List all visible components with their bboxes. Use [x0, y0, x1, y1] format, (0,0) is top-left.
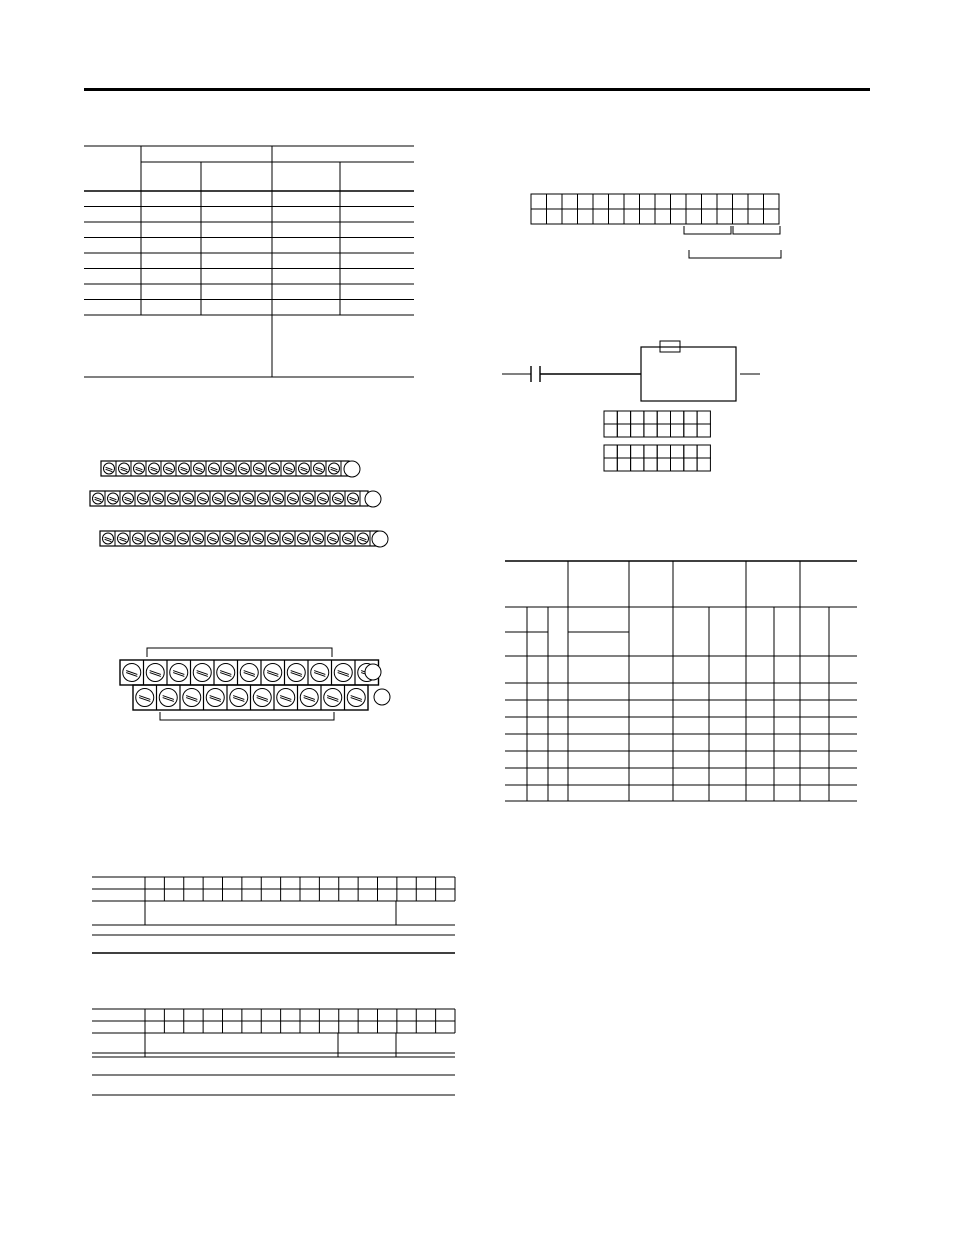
screw-icon: [240, 664, 258, 682]
screw-icon: [283, 533, 294, 544]
label-circle: [374, 689, 390, 705]
bit-cell: [624, 209, 640, 224]
screw-icon: [243, 493, 254, 504]
bracket: [689, 250, 781, 258]
screw-icon: [268, 533, 279, 544]
screw-icon: [193, 533, 204, 544]
register-bit-cell: [604, 424, 617, 437]
bit-cell: [686, 209, 702, 224]
screw-icon: [146, 664, 164, 682]
bit-cell: [547, 194, 563, 209]
label-circle: [365, 491, 381, 507]
screw-icon: [324, 689, 342, 707]
screw-icon: [313, 533, 324, 544]
bit-cell: [733, 194, 749, 209]
bit-cell: [702, 209, 718, 224]
bit-cell: [764, 194, 780, 209]
bit-cell: [748, 209, 764, 224]
label-circle: [344, 461, 360, 477]
screw-icon: [253, 533, 264, 544]
register-bit-cell: [684, 445, 697, 458]
screw-icon: [119, 463, 130, 474]
screw-icon: [287, 664, 305, 682]
label-circle: [365, 664, 381, 680]
register-bit-cell: [671, 424, 684, 437]
screw-icon: [224, 463, 235, 474]
screw-icon: [209, 463, 220, 474]
screw-icon: [136, 689, 154, 707]
screw-icon: [170, 664, 188, 682]
screw-icon: [328, 533, 339, 544]
bit-cell: [671, 209, 687, 224]
register-bit-cell: [657, 458, 670, 471]
bit-cell: [562, 194, 578, 209]
bit-cell: [640, 194, 656, 209]
screw-icon: [314, 463, 325, 474]
bit-table-2: [92, 1009, 455, 1095]
screw-icon: [138, 493, 149, 504]
screw-icon: [183, 493, 194, 504]
bracket: [733, 226, 780, 234]
screw-icon: [213, 493, 224, 504]
register-bit-cell: [631, 458, 644, 471]
screw-icon: [273, 493, 284, 504]
register-bit-cell: [657, 445, 670, 458]
bit-cell: [593, 194, 609, 209]
screw-icon: [206, 689, 224, 707]
screw-icon: [153, 493, 164, 504]
screw-icon: [228, 493, 239, 504]
register-bit-cell: [617, 458, 630, 471]
screw-icon: [318, 493, 329, 504]
register-bit-cell: [697, 458, 710, 471]
top-bracket: [147, 648, 332, 657]
spec-table: [84, 146, 414, 377]
config-table: [505, 561, 857, 801]
screw-icon: [198, 493, 209, 504]
register-bit-cell: [644, 458, 657, 471]
register-bit-cell: [631, 445, 644, 458]
register-bit-cell: [617, 445, 630, 458]
register-bit-cell: [644, 445, 657, 458]
screw-icon: [333, 493, 344, 504]
bit-cell: [578, 194, 594, 209]
register-bit-cell: [657, 411, 670, 424]
screw-icon: [123, 493, 134, 504]
terminal-block-double: [120, 648, 390, 720]
screw-icon: [168, 493, 179, 504]
bit-table-1: [92, 877, 455, 953]
register-bit-cell: [631, 411, 644, 424]
register-bit-cell: [604, 411, 617, 424]
register-bit-cell: [644, 411, 657, 424]
screw-icon: [208, 533, 219, 544]
terminal-strips-top: [90, 461, 388, 547]
register-bit-cell: [671, 445, 684, 458]
bracket: [684, 226, 731, 234]
bit-cell: [578, 209, 594, 224]
register-bit-cell: [671, 411, 684, 424]
terminal-strip-1: [101, 461, 360, 477]
screw-icon: [347, 689, 365, 707]
screw-icon: [358, 533, 369, 544]
screw-icon: [118, 533, 129, 544]
register-grid-2: [604, 445, 710, 471]
screw-icon: [194, 463, 205, 474]
screw-icon: [254, 463, 265, 474]
screw-icon: [299, 463, 310, 474]
screw-icon: [238, 533, 249, 544]
screw-icon: [269, 463, 280, 474]
bit-cell: [717, 209, 733, 224]
bit-cell: [764, 209, 780, 224]
bit-cell: [655, 209, 671, 224]
bit-cell: [562, 209, 578, 224]
register-bit-cell: [697, 411, 710, 424]
register-bit-cell: [604, 458, 617, 471]
screw-icon: [264, 664, 282, 682]
register-bit-cell: [604, 445, 617, 458]
bit-cell: [547, 209, 563, 224]
bit-word-diagram: [531, 194, 781, 258]
screw-icon: [277, 689, 295, 707]
screw-icon: [159, 689, 177, 707]
bit-cell: [717, 194, 733, 209]
screw-icon: [348, 493, 359, 504]
screw-icon: [164, 463, 175, 474]
register-bit-cell: [697, 424, 710, 437]
register-bit-cell: [617, 424, 630, 437]
screw-icon: [223, 533, 234, 544]
screw-icon: [134, 463, 145, 474]
screw-icon: [334, 664, 352, 682]
register-bit-cell: [631, 424, 644, 437]
register-bit-cell: [684, 411, 697, 424]
register-bit-cell: [684, 424, 697, 437]
bit-cell: [531, 209, 547, 224]
screw-icon: [239, 463, 250, 474]
screw-icon: [103, 533, 114, 544]
screw-icon: [108, 493, 119, 504]
screw-icon: [183, 689, 201, 707]
screw-icon: [148, 533, 159, 544]
bit-cell: [733, 209, 749, 224]
register-bit-cell: [617, 411, 630, 424]
bit-cell: [624, 194, 640, 209]
bit-cell: [671, 194, 687, 209]
screw-icon: [253, 689, 271, 707]
screw-icon: [123, 664, 141, 682]
label-circle: [372, 531, 388, 547]
screw-icon: [343, 533, 354, 544]
register-bit-cell: [684, 458, 697, 471]
screw-icon: [104, 463, 115, 474]
screw-icon: [303, 493, 314, 504]
register-bit-cell: [657, 424, 670, 437]
screw-icon: [298, 533, 309, 544]
bit-cell: [748, 194, 764, 209]
terminal-strip-3: [100, 531, 388, 547]
screw-icon: [329, 463, 340, 474]
bit-cell: [609, 209, 625, 224]
instruction-block: [641, 347, 736, 401]
register-bit-cell: [644, 424, 657, 437]
screw-icon: [230, 689, 248, 707]
header-rule: [84, 88, 870, 91]
terminal-strip-2: [90, 491, 381, 507]
screw-icon: [193, 664, 211, 682]
screw-icon: [163, 533, 174, 544]
screw-icon: [133, 533, 144, 544]
bottom-bracket: [160, 712, 334, 720]
ladder-rung: [502, 341, 760, 471]
register-bit-cell: [671, 458, 684, 471]
register-grid-1: [604, 411, 710, 437]
screw-icon: [149, 463, 160, 474]
screw-icon: [288, 493, 299, 504]
screw-icon: [217, 664, 235, 682]
screw-icon: [178, 533, 189, 544]
screw-icon: [258, 493, 269, 504]
screw-icon: [284, 463, 295, 474]
screw-icon: [300, 689, 318, 707]
bit-cell: [686, 194, 702, 209]
bit-cell: [702, 194, 718, 209]
bit-cell: [593, 209, 609, 224]
screw-icon: [179, 463, 190, 474]
screw-icon: [93, 493, 104, 504]
bit-cell: [531, 194, 547, 209]
register-bit-cell: [697, 445, 710, 458]
bit-cell: [640, 209, 656, 224]
screw-icon: [311, 664, 329, 682]
bit-cell: [655, 194, 671, 209]
bit-cell: [609, 194, 625, 209]
